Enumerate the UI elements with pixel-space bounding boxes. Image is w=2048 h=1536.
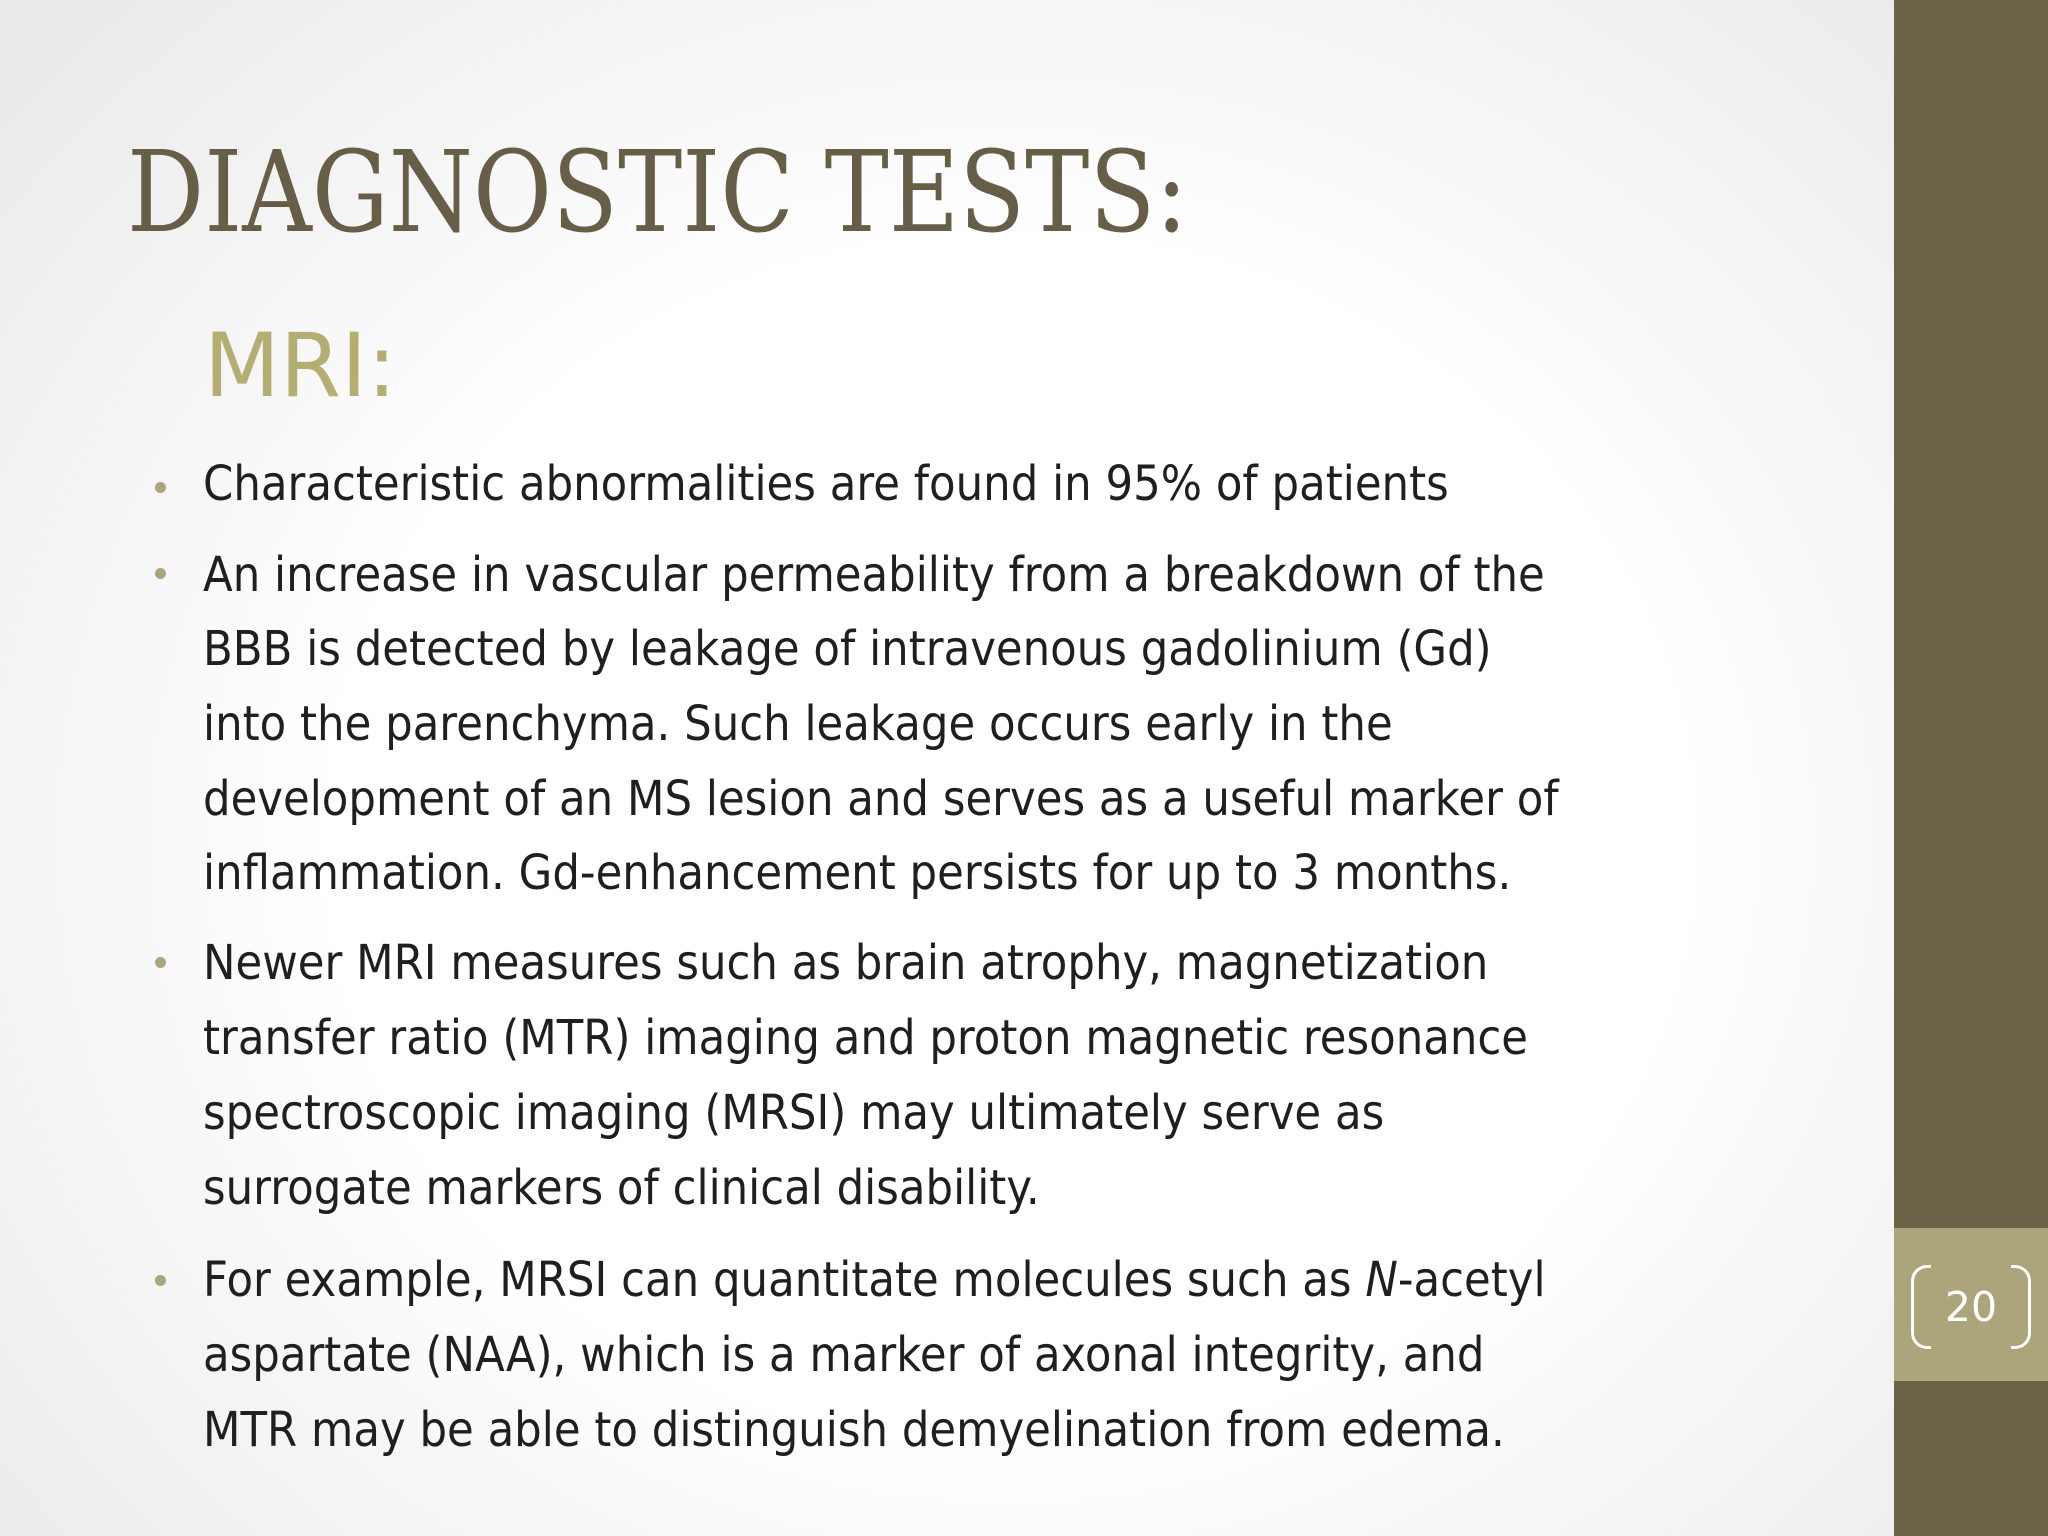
bullet-dot-icon bbox=[155, 1275, 166, 1286]
bullet-text-line: MTR may be able to distinguish demyelination from edema. bbox=[203, 1402, 1505, 1458]
bullet-text-line: aspartate (NAA), which is a marker of axonal integrity, and bbox=[203, 1327, 1485, 1383]
bullet-text-line: BBB is detected by leakage of intravenous gadolinium (Gd) bbox=[203, 621, 1492, 677]
italic-n-text: N bbox=[1365, 1252, 1398, 1308]
bullet-text-line: Newer MRI measures such as brain atrophy, magnetization bbox=[203, 935, 1489, 991]
bullet-text-line: development of an MS lesion and serves as a useful marker of bbox=[203, 771, 1559, 827]
bullet-text-line: spectroscopic imaging (MRSI) may ultimately serve as bbox=[203, 1085, 1385, 1141]
bullet-text-line: Characteristic abnormalities are found in 95% of patients bbox=[203, 456, 1449, 512]
bullet-text-segment: For example, MRSI can quantitate molecules such as bbox=[203, 1252, 1366, 1308]
bullet-text-line: An increase in vascular permeability from a breakdown of the bbox=[203, 547, 1545, 603]
page-number-right-bracket bbox=[2011, 1265, 2031, 1349]
page-number: 20 bbox=[1944, 1283, 1998, 1331]
bullet-dot-icon bbox=[155, 957, 166, 968]
page-number-left-bracket bbox=[1911, 1265, 1931, 1349]
bullet-text-line: surrogate markers of clinical disability. bbox=[203, 1160, 1040, 1216]
bullet-text-line: transfer ratio (MTR) imaging and proton magnetic resonance bbox=[203, 1010, 1529, 1066]
slide-subtitle: MRI: bbox=[204, 314, 397, 417]
slide-title: DIAGNOSTIC TESTS: bbox=[127, 128, 1188, 258]
bullet-text-segment: -acetyl bbox=[1397, 1252, 1546, 1308]
bullet-dot-icon bbox=[155, 568, 166, 579]
bullet-text-line: into the parenchyma. Such leakage occurs early in the bbox=[203, 696, 1393, 752]
bullet-text-line bbox=[203, 1252, 1546, 1308]
bullet-dot-icon bbox=[155, 482, 166, 493]
bullet-text-line: inflammation. Gd-enhancement persists for up to 3 months. bbox=[203, 845, 1512, 901]
